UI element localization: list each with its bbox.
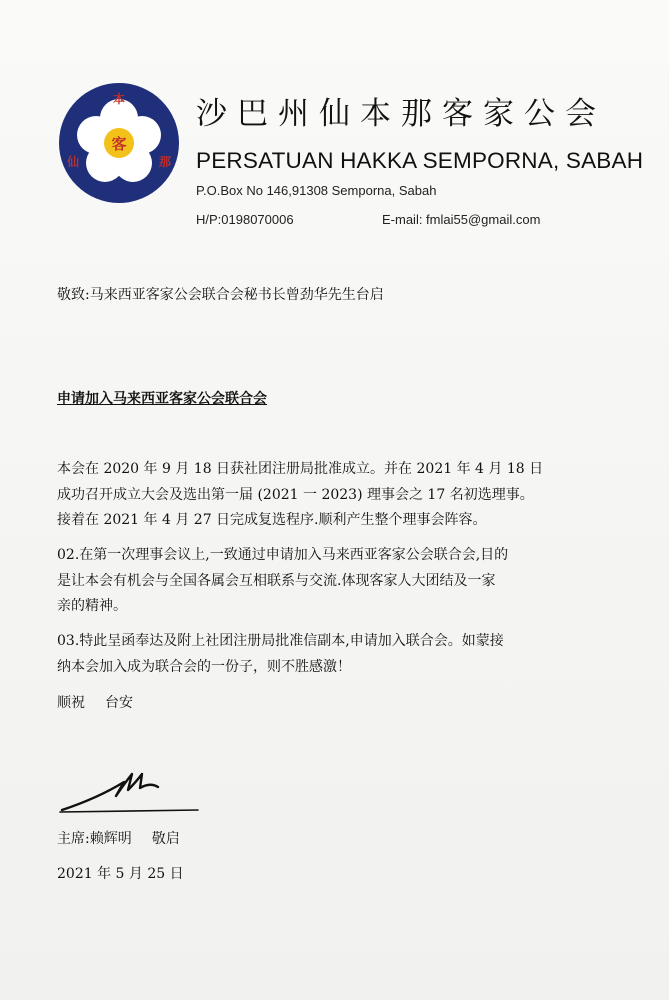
organization-phone: H/P:0198070006	[196, 212, 294, 227]
organization-address: P.O.Box No 146,91308 Semporna, Sabah	[196, 183, 437, 198]
signer-line	[57, 828, 180, 848]
organization-name-chinese: 沙巴州仙本那客家公会	[196, 96, 606, 132]
handwritten-signature	[58, 760, 208, 815]
paragraph-2-line: 是让本会有机会与全国各属会互相联系与交流.体现客家人大团结及一家	[57, 572, 496, 589]
signer-suffix: 敬启	[151, 831, 180, 847]
letter-date: 2021 年 5 月 25 日	[57, 866, 184, 882]
letter-salutation: 敬致:马来西亚客家公会联合会秘书长曾劲华先生台启	[57, 287, 384, 303]
organization-email: E-mail: fmlai55@gmail.com	[382, 212, 541, 227]
organization-name-english: PERSATUAN HAKKA SEMPORNA, SABAH	[196, 148, 644, 173]
paragraph-2	[57, 543, 647, 620]
letter-subject: 申请加入马来西亚客家公会联合会	[57, 391, 267, 407]
paragraph-1-line: 本会在 2020 年 9 月 18 日获社团注册局批准成立。并在 2021 年 4 月 18 日	[57, 461, 544, 477]
letter-closing	[57, 692, 133, 712]
association-logo	[58, 82, 180, 204]
logo-char-top: 本	[112, 92, 126, 106]
paragraph-3	[57, 629, 647, 680]
paragraph-1-line: 接着在 2021 年 4 月 27 日完成复选程序.顺利产生整个理事会阵容。	[57, 512, 487, 528]
logo-char-right: 那	[158, 155, 172, 169]
closing-greeting: 顺祝	[57, 695, 85, 711]
paragraph-2-line: 02.在第一次理事会议上,一致通过申请加入马来西亚客家公会联合会,目的	[57, 547, 509, 563]
paragraph-1	[57, 457, 647, 534]
signer-title: 主席:赖辉明	[57, 831, 132, 847]
closing-wish: 台安	[105, 695, 133, 711]
logo-center-glyph: 客	[111, 135, 127, 153]
paragraph-2-line: 亲的精神。	[57, 598, 127, 614]
paragraph-1-line: 成功召开成立大会及选出第一届 (2021 一 2023) 理事会之 17 名初选理事。	[57, 486, 534, 503]
paragraph-3-line: 03.特此呈函奉达及附上社团注册局批准信副本,申请加入联合会。如蒙接	[57, 633, 504, 649]
paragraph-3-line: 纳本会加入成为联合会的一份子，则不胜感激！	[57, 658, 351, 675]
logo-char-left: 仙	[66, 155, 80, 169]
